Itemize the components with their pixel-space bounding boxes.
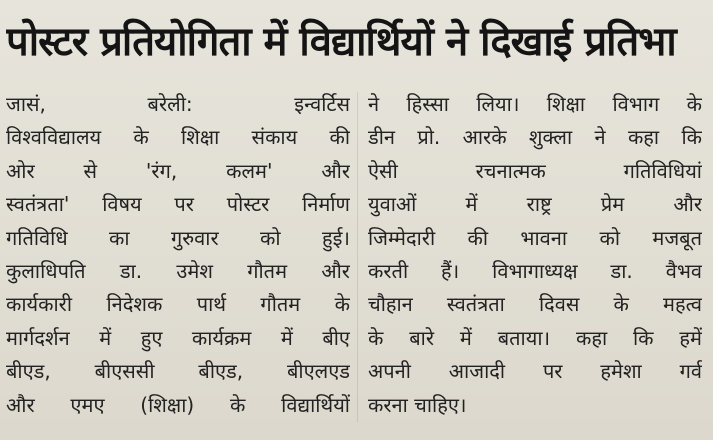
right-column-line: करती हैं। विभागाध्यक्ष डा. वैभव bbox=[368, 258, 702, 283]
right-column-line: ऐसी रचनात्मक गतिविधियां bbox=[368, 158, 702, 183]
left-column-line: बीएड, बीएससी बीएड, बीएलएड bbox=[6, 359, 350, 384]
left-column-line: स्वतंत्रता' विषय पर पोस्टर निर्माण bbox=[6, 192, 350, 217]
left-column-line: जासं, बरेली: इन्वर्टिस bbox=[6, 92, 350, 116]
right-column-line: ने हिस्सा लिया। शिक्षा विभाग के bbox=[368, 92, 702, 116]
article-right-column bbox=[368, 88, 702, 436]
column-gutter bbox=[357, 92, 358, 422]
left-column-line: मार्गदर्शन में हुए कार्यक्रम में बीए bbox=[6, 325, 350, 350]
right-column-line: युवाओं में राष्ट्र प्रेम और bbox=[368, 192, 702, 217]
left-column-line: कुलाधिपति डा. उमेश गौतम और bbox=[6, 258, 350, 283]
right-column-line: जिम्मेदारी की भावना को मजबूत bbox=[368, 225, 702, 250]
right-column-line: चौहान स्वतंत्रता दिवस के महत्व bbox=[368, 292, 702, 317]
right-column-line: अपनी आजादी पर हमेशा गर्व bbox=[368, 359, 702, 384]
left-column-line: और एमए (शिक्षा) के विद्यार्थियों bbox=[6, 392, 350, 417]
right-column-line: करना चाहिए। bbox=[368, 392, 467, 417]
left-column-line: गतिविधि का गुरुवार को हुई। bbox=[6, 225, 350, 250]
left-column-line: ओर से 'रंग, कलम' और bbox=[6, 158, 350, 183]
left-column-line: विश्वविद्यालय के शिक्षा संकाय की bbox=[6, 125, 350, 150]
right-column-line: डीन प्रो. आरके शुक्ला ने कहा कि bbox=[368, 125, 702, 150]
left-column-line: कार्यकारी निदेशक पार्थ गौतम के bbox=[6, 292, 350, 317]
article-headline: पोस्टर प्रतियोगिता में विद्यार्थियों ने दिखाई प्रतिभा bbox=[6, 19, 676, 65]
article-left-column bbox=[6, 88, 350, 436]
right-column-line: के बारे में बताया। कहा कि हमें bbox=[368, 325, 702, 350]
